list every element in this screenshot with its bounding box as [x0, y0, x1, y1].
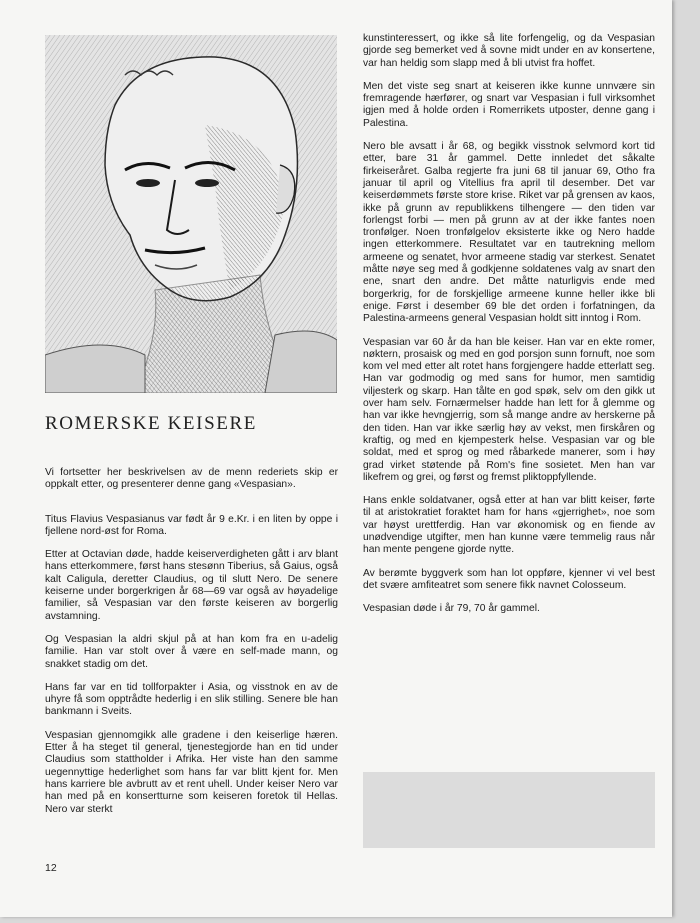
paragraph: Vespasian gjennomgikk alle gradene i den keiserlige hæren. Etter å ha steget til general, tjenestegjorde han en tid under Claudius som stattholder i Afrika. Her viste han den samme uegennyttige hederlighet som hans far var blitt kjent for. Men hans karriere ble avbrutt av et rent uhell. Under keiser Nero var han med på en konsertturne som keiseren foretok til Hellas. Nero var sterkt	[45, 729, 338, 815]
page-number: 12	[45, 862, 57, 874]
paragraph: Vespasian var 60 år da han ble keiser. Han var en ekte romer, nøktern, prosaisk og med en god porsjon sunn fornuft, noe som kom vel med etter alt rotet hans forgjengere hadde etterlatt seg. Han var godmodig og med sans for humor, men samtidig viljesterk og skarp. Han tålte en god spøk, selv om den gikk ut over ham selv. Fornærmelser hadde han lett for å glemme og han var ikke hevngjerrig, som så mange andre av herskerne på den tiden. Han var ikke særlig høy av vekst, men firskåren og kraftig, og med en kjempesterk helse. Vespasian var og ble soldat, med et sprog og med råbarkede manerer, som i høy grad virket støtende på Rom's fine sosietet. Men han var likefrem og grei, og først og fremst pliktoppfyllende.	[363, 336, 655, 483]
paragraph: Men det viste seg snart at keiseren ikke kunne unnvære sin fremragende hærfører, og snart var Vespasian i full virksomhet igjen med å holde orden i Romerrikets utposter, denne gang i Palestina.	[363, 80, 655, 129]
paragraph: Av berømte byggverk som han lot oppføre, kjenner vi vel best det svære amfiteatret som senere fikk navnet Colosseum.	[363, 567, 655, 591]
grey-placeholder-box	[363, 772, 655, 848]
paragraph: Og Vespasian la aldri skjul på at han kom fra en u-adelig familie. Han var stolt over å være en self-made mann, og snakket stadig om det.	[45, 633, 338, 670]
paragraph: kunstinteressert, og ikke så lite forfengelig, og da Vespasian gjorde seg bemerket ved å sovne midt under en av konsertene, var han heldig som slapp med å bli utvist fra hoffet.	[363, 33, 655, 69]
paragraph: Hans far var en tid tollforpakter i Asia, og visstnok en av de uhyre få som opptrådte hederlig i en slik stilling. Senere ble han bankmann i Sveits.	[45, 681, 338, 718]
paragraph: Vespasian døde i år 79, 70 år gammel.	[363, 603, 540, 615]
left-column	[45, 467, 338, 827]
vespasian-portrait-illustration	[45, 35, 337, 393]
paragraph: Hans enkle soldatvaner, også etter at han var blitt keiser, førte til at aristokratiet foraktet ham for hans «gjerrighet», noe som var høyst urettferdig. Han var økonomisk og en fiende av unødvendige utgifter, men han kunne være temmelig raus når han mente pengene gjorde nytte.	[363, 495, 655, 556]
portrait-drawing-icon	[45, 35, 337, 393]
paragraph: Titus Flavius Vespasianus var født år 9 e.Kr. i en liten by oppe i fjellene nord-øst for Roma.	[45, 513, 338, 537]
right-column	[363, 33, 655, 626]
article-intro: Vi fortsetter her beskrivelsen av de menn rederiets skip er oppkalt etter, og presenterer denne gang «Vespasian».	[45, 467, 338, 491]
paragraph: Nero ble avsatt i år 68, og begikk visstnok selvmord kort tid etter, bare 31 år gammel. Dette innledet det såkalte firkeiseråret. Galba regjerte fra juni 68 til januar 69, Otho fra januar til april og Vitellius fra april til desember. Det var keiserdømmets første store krise. Riket var på grensen av kaos, ikke på grunn av republikkens tilhengere — den tiden var forlengst forbi — men på grunn av at der ikke fantes noen tronfølger. Noen tronfølgelov eksisterte ikke og Nero hadde ingen etterkommere. Resultatet var en tautrekning mellom armeene og senatet, hvor armeene stadig var sterkest. Senatet måtte nøye seg med å godkjenne soldatenes valg av snart den ene, snart den andre. Det måtte naturligvis ende med borgerkrig, for de forskjellige armeene kunne heller ikke bli enige. Først i desember 69 ble det orden i forfatningen, da Palestina-armeens general Vespasian holdt sitt inntog i Rom.	[363, 141, 655, 325]
article-title: ROMERSKE KEISERE	[45, 413, 257, 434]
paragraph: Etter at Octavian døde, hadde keiserverdigheten gått i arv blant hans etterkommere, først hans stesønn Tiberius, så Gaius, også kalt Caligula, deretter Claudius, og til slutt Nero. De senere keiserne under borgerkrigen år 68—69 var også av høyadelige familier, så Vespasian var den første keiseren av borgerlig avstamning.	[45, 549, 339, 622]
